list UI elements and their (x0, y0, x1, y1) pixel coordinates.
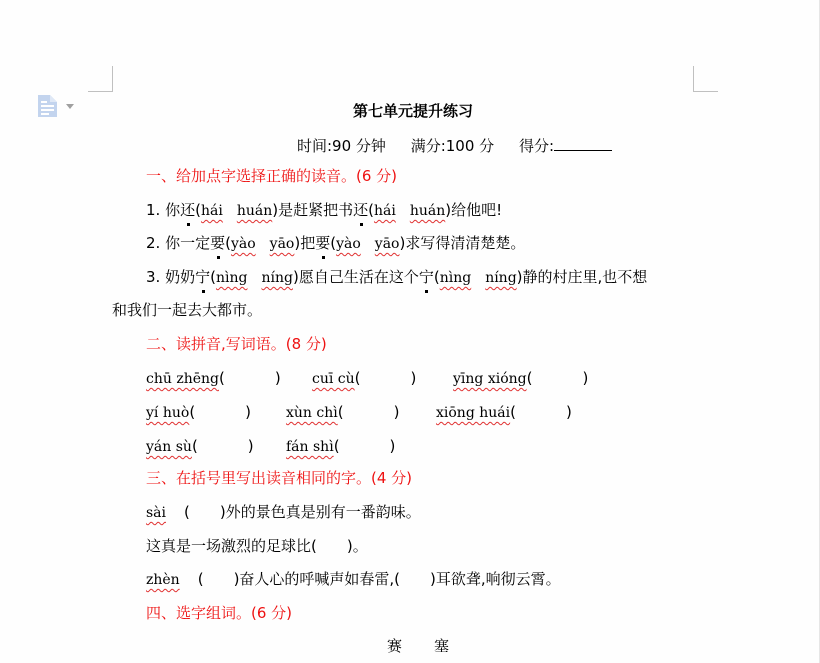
dotted-char: 还 (353, 201, 369, 219)
pinyin-word: chū zhēng (146, 371, 219, 387)
question-1-3: 3. 奶奶宁(nìng níng)愿自己生活在这个宁(nìng níng)静的村庄里,也不想 (146, 268, 648, 286)
pinyin-option[interactable]: níng (261, 270, 293, 286)
margin-corner-top-right (693, 66, 718, 92)
pinyin-option[interactable]: yāo (269, 236, 295, 252)
pinyin-word: cuī cù (312, 371, 355, 387)
section-3-heading: 三、在括号里写出读音相同的字。(4 分) (146, 469, 413, 487)
pinyin-option[interactable]: nìng (215, 270, 248, 286)
char-choices (387, 636, 449, 656)
pinyin-word: sài (146, 505, 167, 521)
dotted-char: 宁 (418, 268, 434, 286)
pinyin-option[interactable]: huán (409, 203, 446, 219)
pinyin-word: fán shì (286, 439, 334, 455)
question-1-1: 1. 你还(hái huán)是赶紧把书还(hái huán)给他吧! (146, 201, 503, 219)
pinyin-word: yīng xióng (453, 371, 527, 387)
pinyin-option[interactable]: nìng (439, 270, 472, 286)
char-choice: 塞 (434, 637, 450, 655)
homophone-line-3: zhèn ( )奋人心的呼喊声如春雷,( )耳欲聋,响彻云霄。 (146, 570, 561, 588)
score-label: 得分: (518, 137, 554, 155)
pinyin-option[interactable]: hái (373, 203, 396, 219)
section-4-heading: 四、选字组词。(6 分) (146, 604, 293, 622)
pinyin-word: zhèn (146, 572, 180, 588)
question-1-2: 2. 你一定要(yào yāo)把要(yào yāo)求写得清清楚楚。 (146, 234, 526, 252)
dotted-char: 要 (210, 234, 226, 252)
char-choice: 赛 (387, 637, 403, 655)
pinyin-option[interactable]: yào (230, 236, 256, 252)
full-score-label: 满分:100 分 (410, 137, 495, 155)
exam-info (297, 134, 612, 156)
paste-options-button[interactable] (38, 95, 74, 117)
section-2-heading: 二、读拼音,写词语。(8 分) (146, 335, 327, 353)
margin-corner-top-left (88, 66, 113, 92)
pinyin-option[interactable]: huán (236, 203, 273, 219)
page-title: 第七单元提升练习 (353, 102, 474, 120)
homophone-line-2: 这真是一场激烈的足球比( )。 (146, 537, 368, 555)
score-blank[interactable] (554, 134, 612, 151)
dotted-char: 宁 (195, 268, 211, 286)
pinyin-option[interactable]: níng (485, 270, 517, 286)
dotted-char: 要 (315, 234, 331, 252)
dotted-char: 还 (180, 201, 196, 219)
pinyin-word: yí huò (146, 405, 190, 421)
question-1-3-continued: 和我们一起去大都市。 (112, 301, 263, 319)
section-1-heading: 一、给加点字选择正确的读音。(6 分) (146, 167, 398, 185)
document-icon (38, 95, 57, 117)
pinyin-option[interactable]: yāo (374, 236, 400, 252)
pinyin-option[interactable]: hái (200, 203, 223, 219)
time-label: 时间:90 分钟 (297, 137, 386, 155)
dropdown-arrow-icon (66, 104, 74, 109)
homophone-line-1: sài ( )外的景色真是别有一番韵味。 (146, 503, 421, 521)
pinyin-option[interactable]: yào (336, 236, 361, 252)
pinyin-word: xiōng huái (436, 405, 511, 421)
pinyin-word: yán sù (146, 439, 192, 455)
pinyin-word: xùn chì (286, 405, 338, 421)
